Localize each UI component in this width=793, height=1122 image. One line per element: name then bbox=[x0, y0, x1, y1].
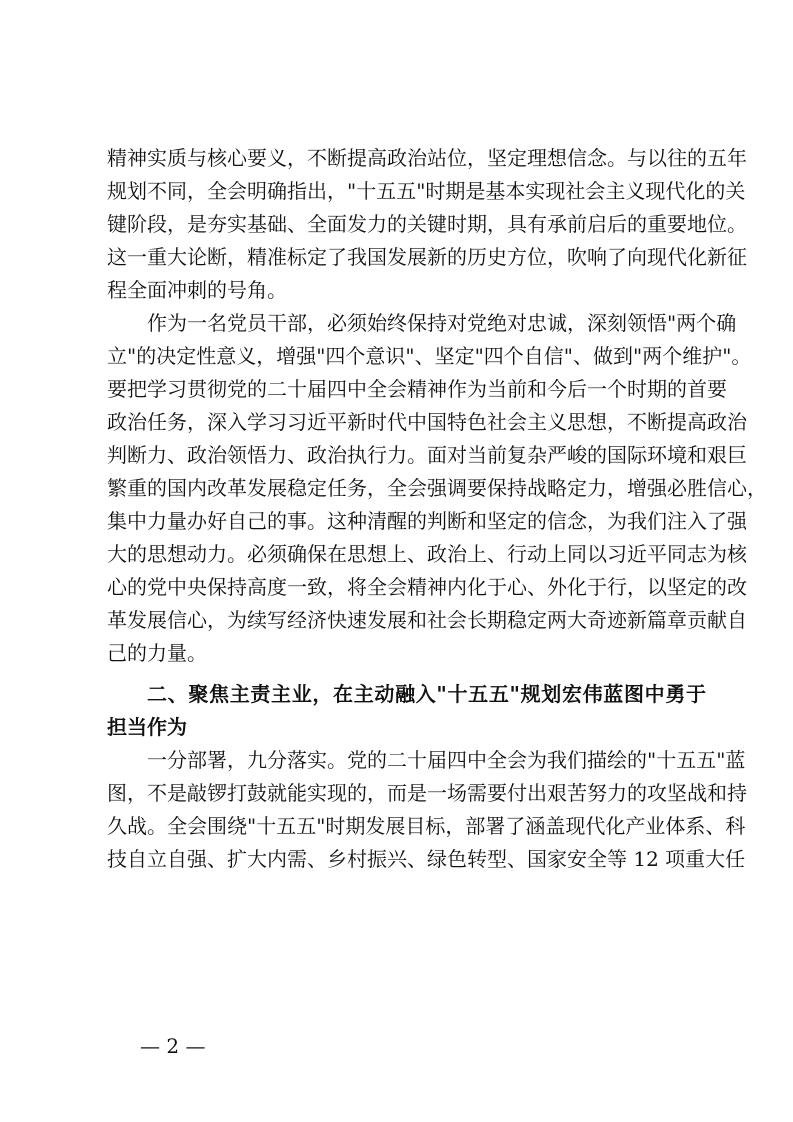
document-body bbox=[107, 142, 767, 876]
text-line: 大的思想动力。必须确保在思想上、政治上、行动上同以习近平同志为核 bbox=[107, 542, 747, 566]
paragraph-2 bbox=[107, 307, 767, 670]
text-line: 己的力量。 bbox=[107, 641, 207, 665]
text-line: 这一重大论断，精准标定了我国发展新的历史方位，吹响了向现代化新征 bbox=[107, 245, 747, 269]
text-line: 规划不同，全会明确指出，"十五五"时期是基本实现社会主义现代化的关 bbox=[107, 179, 746, 203]
text-line: 键阶段，是夯实基础、全面发力的关键时期，具有承前启后的重要地位。 bbox=[107, 212, 747, 236]
text-line: 作为一名党员干部，必须始终保持对党绝对忠诚，深刻领悟"两个确 bbox=[147, 311, 737, 335]
text-line: 精神实质与核心要义，不断提高政治站位，坚定理想信念。与以往的五年 bbox=[107, 146, 747, 170]
text-line: 要把学习贯彻党的二十届四中全会精神作为当前和今后一个时期的首要 bbox=[107, 377, 727, 401]
text-line: 程全面冲刺的号角。 bbox=[107, 278, 287, 302]
page-number: — 2 — bbox=[140, 1034, 206, 1058]
paragraph-3 bbox=[107, 744, 747, 876]
text-line: 久战。全会围绕"十五五"时期发展目标，部署了涵盖现代化产业体系、科 bbox=[107, 814, 746, 838]
text-line: 心的党中央保持高度一致，将全会精神内化于心、外化于行，以坚定的改 bbox=[107, 575, 747, 599]
text-line: 政治任务，深入学习习近平新时代中国特色社会主义思想，不断提高政治 bbox=[107, 410, 747, 434]
heading-line: 二、聚焦主责主业，在主动融入"十五五"规划宏伟蓝图中勇于 bbox=[147, 682, 706, 706]
text-line: 一分部署，九分落实。党的二十届四中全会为我们描绘的"十五五"蓝 bbox=[147, 748, 746, 772]
text-line: 革发展信心，为续写经济快速发展和社会长期稳定两大奇迹新篇章贡献自 bbox=[107, 608, 747, 632]
section-heading bbox=[107, 678, 706, 744]
text-line: 图，不是敲锣打鼓就能实现的，而是一场需要付出艰苦努力的攻坚战和持 bbox=[107, 781, 747, 805]
heading-line: 担当作为 bbox=[107, 715, 187, 739]
text-line: 集中力量办好自己的事。这种清醒的判断和坚定的信念，为我们注入了强 bbox=[107, 509, 747, 533]
text-line: 繁重的国内改革发展稳定任务，全会强调要保持战略定力，增强必胜信心， bbox=[107, 476, 767, 500]
paragraph-1 bbox=[107, 142, 747, 307]
text-line: 判断力、政治领悟力、政治执行力。面对当前复杂严峻的国际环境和艰巨 bbox=[107, 443, 747, 467]
text-line: 技自立自强、扩大内需、乡村振兴、绿色转型、国家安全等 12 项重大任 bbox=[107, 847, 746, 871]
text-line: 立"的决定性意义，增强"四个意识"、坚定"四个自信"、做到"两个维护"。 bbox=[107, 344, 752, 368]
